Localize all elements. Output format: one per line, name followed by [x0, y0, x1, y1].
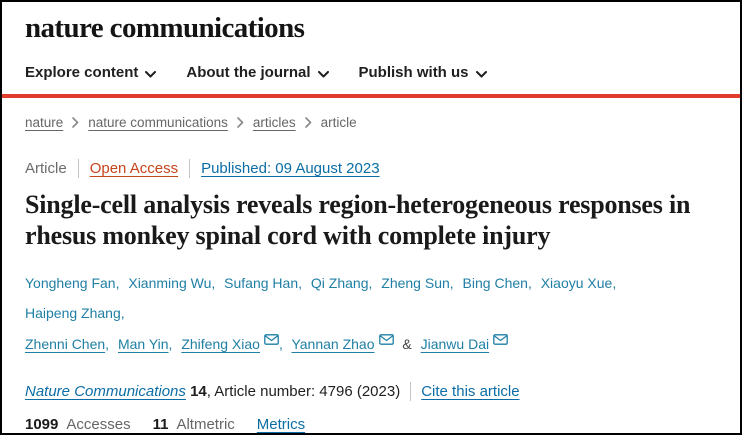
author [541, 275, 617, 291]
ampersand-separator: & [402, 335, 412, 352]
author [25, 275, 119, 291]
author [25, 305, 125, 321]
accesses-metric [25, 416, 131, 433]
nav-item-label: About the journal [186, 64, 311, 81]
chevron-right-icon [237, 116, 244, 131]
author-link[interactable]: Zhenni Chen [25, 335, 106, 352]
breadcrumb-current-article: article [320, 115, 357, 130]
journal-link[interactable]: Nature Communications [25, 382, 186, 400]
altmetric-metric [153, 416, 235, 433]
author-separator: , [449, 275, 454, 292]
author-separator: , [211, 275, 216, 292]
author-link[interactable]: Man Yin [117, 335, 169, 352]
author-link[interactable]: Xianming Wu [128, 275, 212, 292]
chevron-down-icon [318, 65, 329, 82]
author-separator: , [120, 305, 125, 322]
divider [189, 159, 190, 178]
author-separator: , [527, 275, 532, 292]
author-link[interactable]: Jianwu Dai [420, 335, 490, 352]
author [463, 275, 532, 291]
author [118, 336, 172, 352]
divider [78, 159, 79, 178]
nav-item-label: Explore content [25, 64, 139, 81]
author-separator: , [115, 275, 120, 292]
altmetric-count: 11 [152, 415, 169, 433]
author [25, 336, 109, 352]
article-title: Single-cell analysis reveals region-heterogeneous responses in rhesus monkey spinal cord with complete injury [25, 190, 691, 251]
main-nav [25, 64, 717, 81]
accesses-count: 1099 [25, 415, 59, 433]
author-link[interactable]: Sufang Han [224, 275, 299, 292]
nav-publish-with-us[interactable] [359, 64, 487, 81]
open-access-link[interactable]: Open Access [89, 160, 179, 177]
nav-about-journal[interactable] [186, 64, 328, 81]
breadcrumb-link-articles[interactable]: articles [252, 115, 296, 130]
accesses-label: Accesses [66, 415, 131, 433]
nav-explore-content[interactable] [25, 64, 156, 81]
nav-item-label: Publish with us [358, 64, 469, 81]
author-separator: , [105, 335, 110, 352]
email-icon[interactable] [493, 325, 508, 355]
breadcrumb-link-nature[interactable]: nature [25, 115, 64, 130]
author-separator: , [612, 275, 617, 292]
chevron-right-icon [72, 116, 79, 131]
author-link[interactable]: Haipeng Zhang [25, 305, 121, 322]
chevron-down-icon [476, 65, 487, 82]
chevron-right-icon [305, 116, 312, 131]
author-separator: , [278, 335, 283, 352]
author [381, 275, 453, 291]
author [421, 336, 508, 352]
email-icon[interactable] [379, 325, 394, 355]
author-link[interactable]: Bing Chen [462, 275, 528, 292]
metrics-link[interactable]: Metrics [256, 415, 306, 433]
divider [410, 382, 411, 401]
author-link[interactable]: Qi Zhang [310, 275, 369, 292]
journal-logo[interactable]: nature communications [25, 12, 305, 44]
published-date-link[interactable]: Published: 09 August 2023 [201, 160, 380, 177]
author-link[interactable]: Xiaoyu Xue [540, 275, 613, 292]
breadcrumb [25, 115, 717, 130]
author [311, 275, 372, 291]
author [128, 275, 215, 291]
volume-number: 14 [190, 382, 207, 400]
author-link[interactable]: Yannan Zhao [291, 335, 375, 352]
citation-line [25, 382, 717, 401]
cite-this-article-link[interactable]: Cite this article [421, 382, 520, 400]
author [181, 336, 283, 352]
chevron-down-icon [145, 65, 156, 82]
author-link[interactable]: Zhifeng Xiao [181, 335, 260, 352]
email-icon[interactable] [264, 325, 279, 355]
author-link[interactable]: Zheng Sun [381, 275, 450, 292]
author-separator: , [168, 335, 173, 352]
citation-detail: , Article number: 4796 (2023) [206, 382, 401, 400]
author-link[interactable]: Yongheng Fan [25, 275, 116, 292]
article-meta-line [25, 159, 717, 178]
author [291, 336, 393, 352]
metrics-bar [25, 416, 717, 433]
breadcrumb-link-nature-communications[interactable]: nature communications [88, 115, 228, 130]
author-separator: , [298, 275, 302, 292]
author [224, 275, 302, 291]
altmetric-label: Altmetric [176, 415, 235, 433]
article-type-label: Article [25, 160, 67, 177]
author-separator: , [368, 275, 373, 292]
brand-accent-rule [2, 94, 740, 98]
author-list [25, 268, 717, 358]
